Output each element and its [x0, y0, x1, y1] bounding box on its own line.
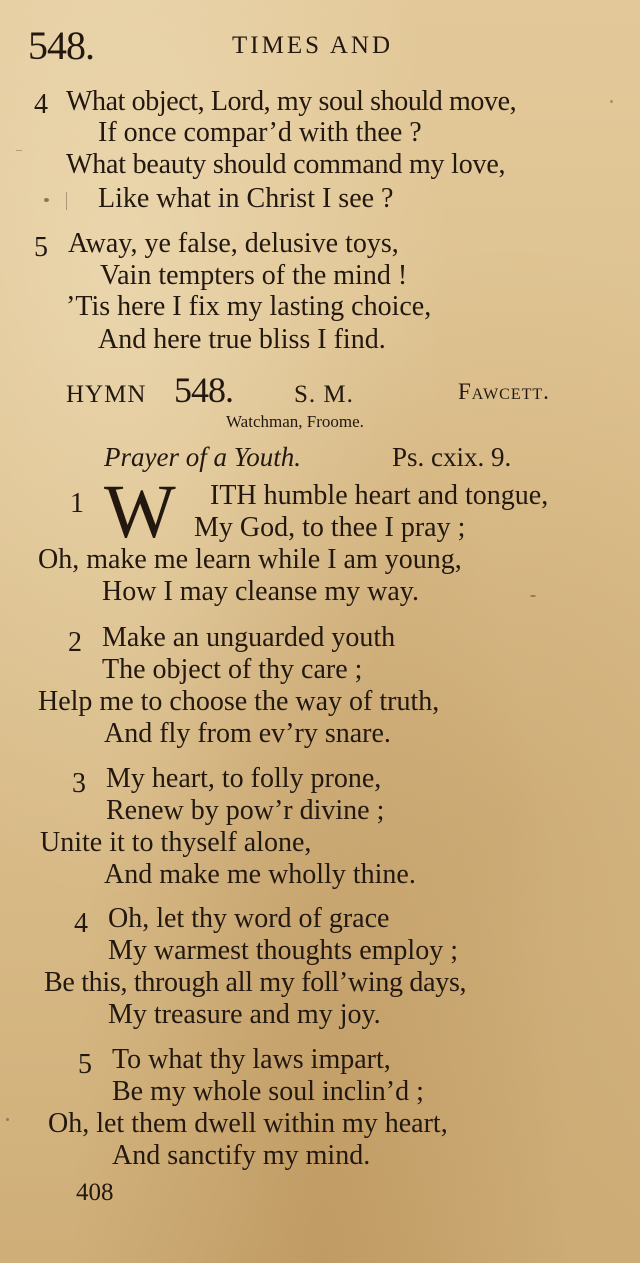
stanza-number: 1	[70, 488, 84, 519]
paper-speck	[530, 595, 536, 597]
paper-speck	[66, 192, 67, 210]
paper-speck	[16, 150, 22, 151]
hymn-line: My heart, to folly prone,	[106, 763, 382, 794]
hymn-line: If once compar’d with thee ?	[98, 117, 422, 148]
tune-names: Watchman, Froome.	[226, 412, 364, 431]
scripture-reference: Ps. cxix. 9.	[392, 442, 512, 472]
hymn-subject: Prayer of a Youth.	[104, 442, 302, 472]
running-title: TIMES AND	[232, 32, 394, 59]
hymn-line: Oh, make me learn while I am young,	[38, 544, 462, 575]
hymn-line: What beauty should command my love,	[66, 149, 506, 180]
hymn-line: Help me to choose the way of truth,	[38, 686, 440, 717]
hymn-label: HYMN	[66, 381, 147, 408]
hymn-line: Unite it to thyself alone,	[40, 827, 312, 858]
hymn-line: The object of thy care ;	[102, 654, 363, 685]
hymn-line: ’Tis here I fix my lasting choice,	[66, 291, 432, 322]
hymn-line: Make an unguarded youth	[102, 622, 396, 653]
header-page-number: 548.	[28, 23, 94, 68]
stanza-number: 2	[68, 627, 82, 658]
hymn-line: ITH humble heart and tongue,	[210, 480, 549, 511]
paper-speck	[6, 1118, 9, 1121]
hymn-line: To what thy laws impart,	[112, 1044, 391, 1075]
hymn-line: Vain tempters of the mind !	[100, 260, 408, 291]
hymn-line: Oh, let thy word of grace	[108, 903, 390, 934]
hymn-line: Like what in Christ I see ?	[98, 183, 394, 214]
drop-cap: W	[104, 470, 176, 554]
hymn-line: And fly from ev’ry snare.	[104, 718, 391, 749]
hymn-line: My treasure and my joy.	[108, 999, 381, 1030]
hymn-line: And make me wholly thine.	[104, 859, 416, 890]
hymn-line: What object, Lord, my soul should move,	[66, 86, 517, 117]
hymn-meter: S. M.	[294, 381, 354, 408]
hymn-line: And sanctify my mind.	[112, 1140, 371, 1171]
hymn-line: Away, ye false, delusive toys,	[68, 228, 399, 259]
stanza-number: 4	[74, 908, 88, 939]
hymn-line: Oh, let them dwell within my heart,	[48, 1108, 448, 1139]
hymn-line: My God, to thee I pray ;	[194, 512, 466, 543]
hymn-number: 548.	[174, 370, 233, 410]
stanza-number: 5	[78, 1049, 92, 1080]
paper-speck	[44, 198, 49, 202]
footer-page-number: 408	[76, 1179, 114, 1206]
hymn-line: My warmest thoughts employ ;	[108, 935, 458, 966]
paper-speck	[610, 100, 613, 103]
hymn-line: Be this, through all my foll’wing days,	[44, 967, 467, 998]
hymn-author: Fawcett.	[458, 379, 550, 404]
hymn-line: Renew by pow’r divine ;	[106, 795, 385, 826]
hymn-line: How I may cleanse my way.	[102, 576, 419, 607]
hymn-line: And here true bliss I find.	[98, 324, 386, 355]
stanza-number: 5	[34, 232, 48, 263]
hymn-line: Be my whole soul inclin’d ;	[112, 1076, 424, 1107]
stanza-number: 3	[72, 768, 86, 799]
stanza-number: 4	[34, 89, 48, 120]
